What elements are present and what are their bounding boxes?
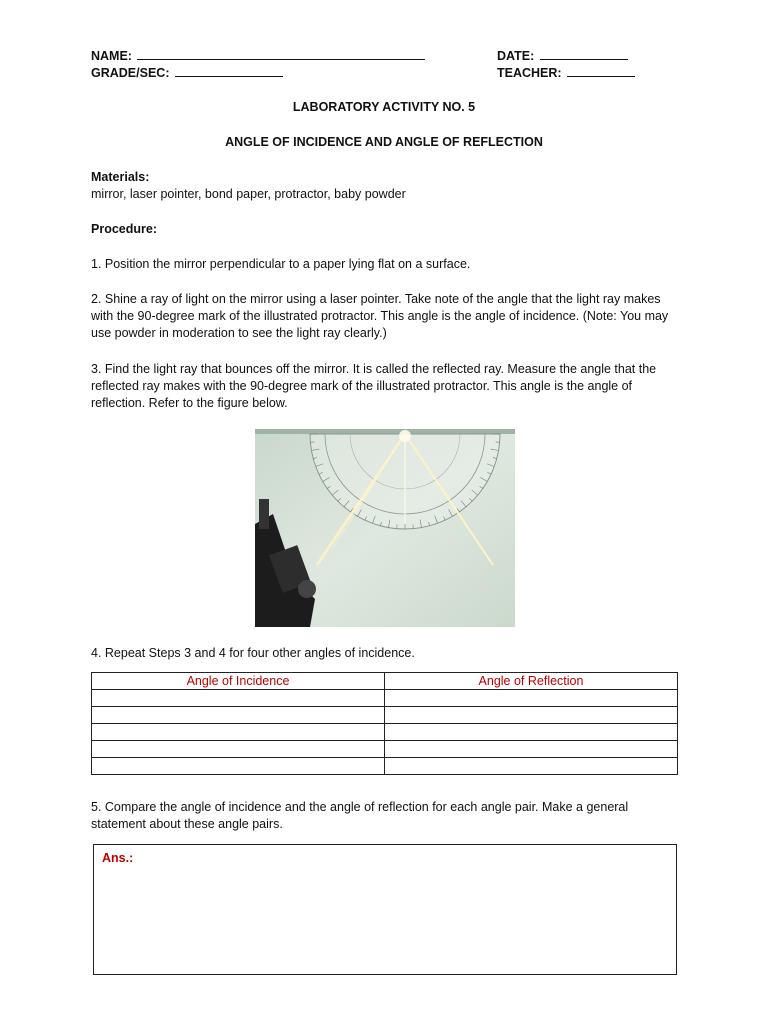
table-row bbox=[92, 724, 678, 741]
reflection-cell[interactable] bbox=[385, 724, 678, 741]
name-blank[interactable] bbox=[137, 47, 425, 60]
table-header-row bbox=[92, 673, 678, 690]
grade-blank[interactable] bbox=[175, 64, 283, 77]
reflection-cell[interactable] bbox=[385, 758, 678, 775]
answer-box[interactable] bbox=[93, 844, 677, 975]
date-blank[interactable] bbox=[540, 47, 628, 60]
angle-of-incidence-header: Angle of Incidence bbox=[92, 673, 385, 690]
date-label: DATE: bbox=[497, 49, 535, 63]
incidence-cell[interactable] bbox=[92, 741, 385, 758]
procedure-step-3: 3. Find the light ray that bounces off the mirror. It is called the reflected ray. Measure the angle that the reflected ray makes with the 90-degree mark of the illustrated protractor. This angle is the angle of reflection. Refer to the figure below. bbox=[91, 362, 657, 410]
teacher-field[interactable] bbox=[497, 64, 635, 82]
grade-label: GRADE/SEC: bbox=[91, 66, 170, 80]
incidence-cell[interactable] bbox=[92, 758, 385, 775]
procedure-step-2: 2. Shine a ray of light on the mirror using a laser pointer. Take note of the angle that the light ray makes with the 90-degree mark of the illustrated protractor. This angle is the angle of incidence. (Note: You may use powder in moderation to see the light ray clearly.) bbox=[91, 292, 669, 340]
table-row bbox=[92, 741, 678, 758]
procedure-step-4: 4. Repeat Steps 3 and 4 for four other angles of incidence. bbox=[91, 646, 415, 660]
materials-heading: Materials: bbox=[91, 170, 150, 184]
incidence-cell[interactable] bbox=[92, 724, 385, 741]
activity-subtitle: ANGLE OF INCIDENCE AND ANGLE OF REFLECTION bbox=[225, 135, 543, 149]
angle-of-reflection-header: Angle of Reflection bbox=[385, 673, 678, 690]
teacher-label: TEACHER: bbox=[497, 66, 562, 80]
reflection-cell[interactable] bbox=[385, 690, 678, 707]
reflection-cell[interactable] bbox=[385, 741, 678, 758]
incidence-cell[interactable] bbox=[92, 690, 385, 707]
protractor-photo bbox=[255, 429, 515, 627]
table-row bbox=[92, 758, 678, 775]
procedure-step-1: 1. Position the mirror perpendicular to a paper lying flat on a surface. bbox=[91, 257, 471, 271]
table-row bbox=[92, 690, 678, 707]
name-field[interactable] bbox=[91, 47, 425, 65]
grade-section-field[interactable] bbox=[91, 64, 283, 82]
reflection-cell[interactable] bbox=[385, 707, 678, 724]
procedure-heading: Procedure: bbox=[91, 222, 157, 236]
procedure-step-5: 5. Compare the angle of incidence and the angle of reflection for each angle pair. Make a general statement about these angle pairs. bbox=[91, 800, 629, 831]
activity-title: LABORATORY ACTIVITY NO. 5 bbox=[292, 100, 476, 114]
answer-label: Ans.: bbox=[102, 851, 134, 865]
table-row bbox=[92, 707, 678, 724]
incidence-cell[interactable] bbox=[92, 707, 385, 724]
teacher-blank[interactable] bbox=[567, 64, 635, 77]
materials-list: mirror, laser pointer, bond paper, protractor, baby powder bbox=[91, 187, 406, 201]
angle-table bbox=[91, 672, 678, 775]
date-field[interactable] bbox=[497, 47, 628, 65]
name-label: NAME: bbox=[91, 49, 132, 63]
